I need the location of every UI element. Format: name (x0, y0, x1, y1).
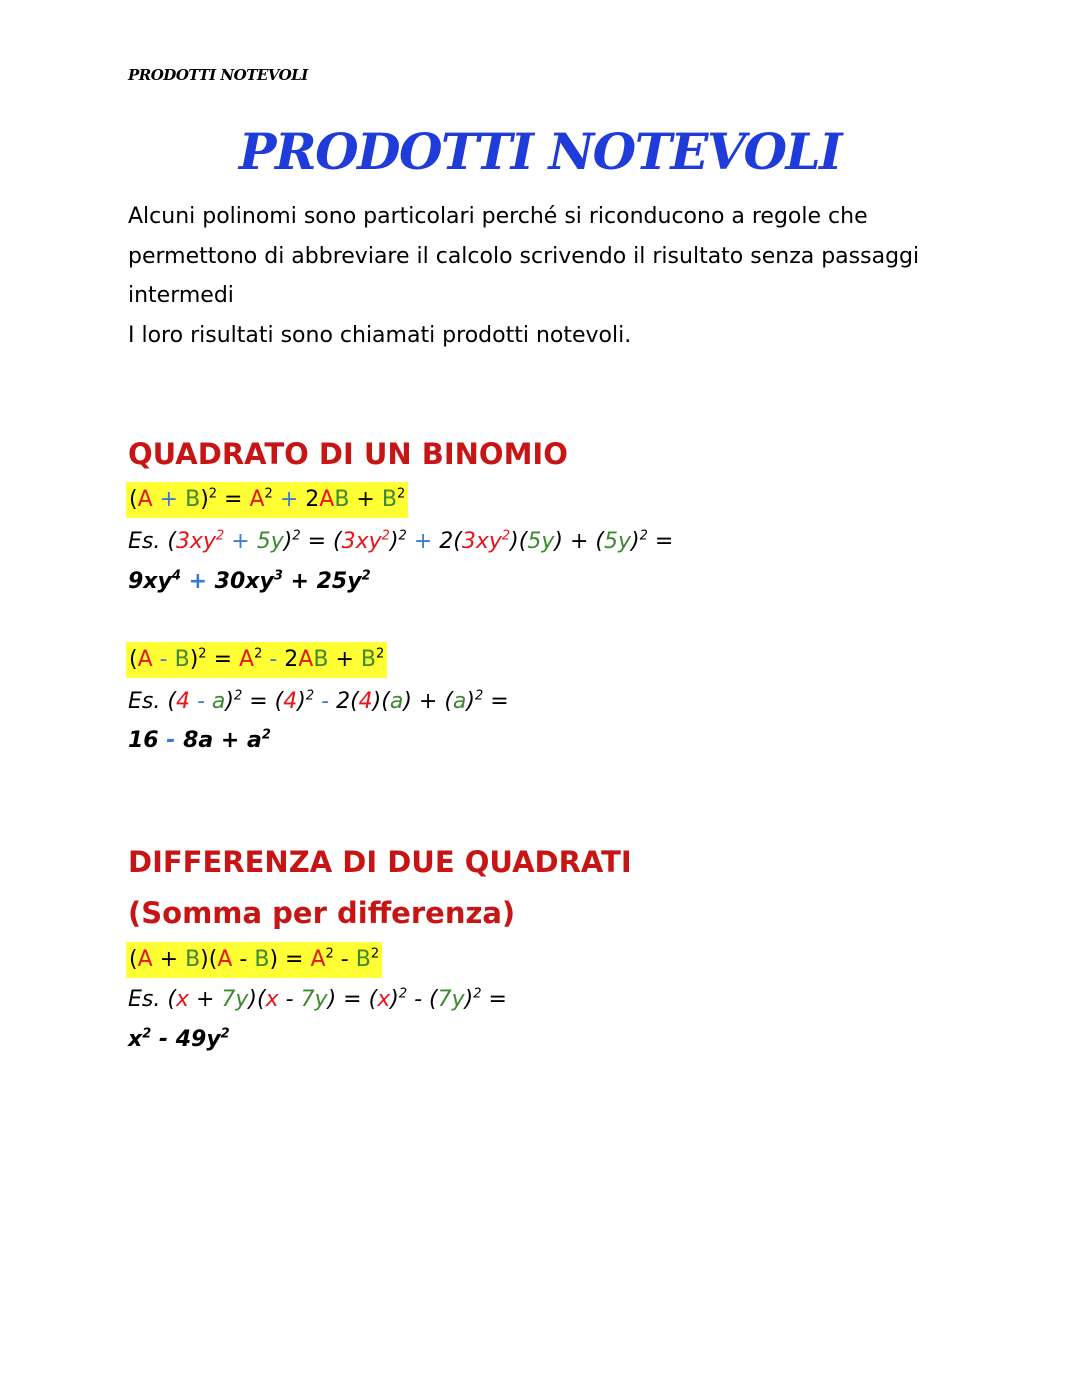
example: Es. $(3xy^2 + 5y)^2 = (3xy^2)^2 + 2(3xy^2)(5y) + (5y)^2$ = (128, 528, 674, 554)
result: $9xy^4 + 30xy^3 + 25y^2$ (128, 568, 371, 594)
section-title: QUADRATO DI UN BINOMIO (128, 437, 568, 471)
formula: $(A - B)^2 = A^2 - 2AB + B^2$ (126, 642, 387, 678)
section-title: DIFFERENZA DI DUE QUADRATI (128, 845, 632, 879)
intro-paragraph: Alcuni polinomi sono particolari perché si riconducono a regole che permettono di abbreviare il calcolo scrivendo il risultato senza passaggi intermedi (128, 204, 920, 308)
intro-text (128, 197, 988, 355)
formula: $(A + B)^2 = A^2 + 2AB + B^2$ (126, 482, 408, 518)
example: Es. $(x + 7y)(x - 7y) = (x)^2 - (7y)^2$ = (128, 986, 507, 1012)
section-subtitle: (Somma per differenza) (128, 896, 516, 930)
running-header: PRODOTTI NOTEVOLI (128, 66, 308, 84)
result: $x^2 - 49y^2$ (128, 1026, 230, 1052)
result: $16 - 8a + a^2$ (128, 727, 271, 753)
intro-paragraph: I loro risultati sono chiamati prodotti notevoli. (128, 322, 632, 348)
page-title: PRODOTTI NOTEVOLI (238, 122, 842, 181)
example: Es. $(4 - a)^2 = (4)^2 - 2(4)(a) + (a)^2$ = (128, 688, 509, 714)
formula: $(A + B)(A - B) = A^2 - B^2$ (126, 942, 382, 978)
